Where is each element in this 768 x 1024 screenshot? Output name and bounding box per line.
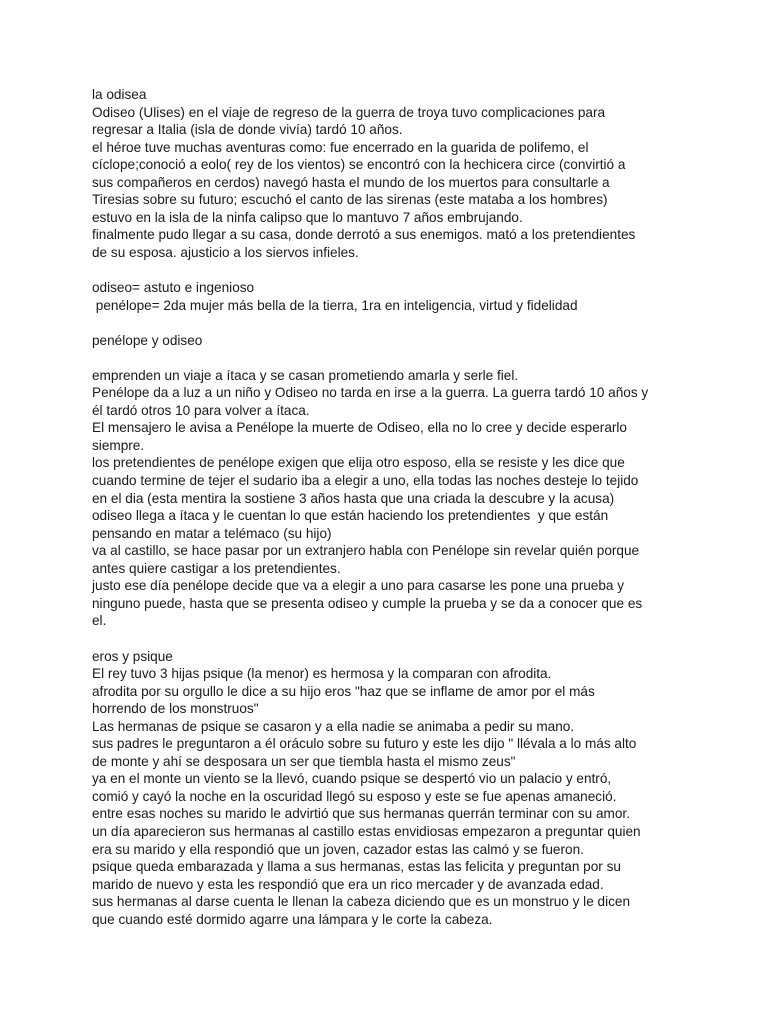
text-line: sus hermanas al darse cuenta le llenan la cabeza diciendo que es un monstruo y le dicen (92, 894, 631, 910)
text-line: finalmente pudo llegar a su casa, donde derrotó a sus enemigos. mató a los pretendientes (92, 227, 636, 243)
text-line: el. (92, 613, 107, 629)
blank-line (92, 630, 692, 648)
text-line: en el dia (esta mentira la sostiene 3 años hasta que una criada la descubre y la acusa) (92, 490, 615, 506)
text-line: El mensajero le avisa a Penélope la muerte de Odiseo, ella no lo cree y decide esperarlo (92, 420, 627, 436)
text-line: él tardó otros 10 para volver a ítaca. (92, 402, 310, 418)
text-line: ninguno puede, hasta que se presenta odiseo y cumple la prueba y se da a conocer que es (92, 595, 643, 611)
text-line: un día aparecieron sus hermanas al castillo estas envidiosas empezaron a preguntar quien (92, 823, 641, 839)
text-line: el héroe tuve muchas aventuras como: fue encerrado en la guarida de polifemo, el (92, 139, 589, 155)
text-line: regresar a Italia (isla de donde vivía) tardó 10 años. (92, 122, 403, 138)
text-line: Penélope da a luz a un niño y Odiseo no tarda en irse a la guerra. La guerra tardó 10 años y (92, 385, 649, 401)
text-line: sus padres le preguntaron a él oráculo sobre su futuro y este les dijo " llévala a lo más alto (92, 736, 637, 752)
text-line: era su marido y ella respondió que un joven, cazador estas las calmó y se fueron. (92, 841, 584, 857)
text-line: de monte y ahí se desposara un ser que tiembla hasta el mismo zeus" (92, 753, 516, 769)
blank-line (92, 349, 692, 367)
text-line: siempre. (92, 437, 145, 453)
text-line: estuvo en la isla de la ninfa calipso que lo mantuvo 7 años embrujando. (92, 209, 523, 225)
text-line: justo ese día penélope decide que va a elegir a uno para casarse les pone una prueba y (92, 578, 625, 594)
text-line: odiseo llega a ítaca y le cuentan lo que están haciendo los pretendientes y que están (92, 508, 609, 524)
text-line: afrodita por su orgullo le dice a su hijo eros "haz que se inflame de amor por el más (92, 683, 595, 699)
section-heading: penélope y odiseo (92, 332, 203, 348)
text-line: emprenden un viaje a ítaca y se casan prometiendo amarla y serle fiel. (92, 367, 519, 383)
text-line: penélope= 2da mujer más bella de la tierra, 1ra en inteligencia, virtud y fidelidad (92, 297, 578, 313)
text-line: comió y cayó la noche en la oscuridad llegó su esposo y este se fue apenas amaneció. (92, 788, 617, 804)
text-line: la odisea (92, 87, 147, 102)
text-line: horrendo de los monstruos" (92, 701, 259, 717)
text-line: ya en el monte un viento se la llevó, cuando psique se despertó vio un palacio y entró, (92, 771, 612, 787)
text-line: odiseo= astuto e ingenioso (92, 280, 255, 296)
blank-line (92, 261, 692, 279)
blank-line (92, 314, 692, 332)
section-heading: eros y psique (92, 648, 173, 664)
text-line: Odiseo (Ulises) en el viaje de regreso de la guerra de troya tuvo complicaciones para (92, 104, 606, 120)
text-line: que cuando esté dormido agarre una lámpara y le corte la cabeza. (92, 911, 493, 927)
text-line: Las hermanas de psique se casaron y a ella nadie se animaba a pedir su mano. (92, 718, 575, 734)
text-line: de su esposa. ajusticio a los siervos infieles. (92, 244, 359, 260)
document-page (92, 86, 692, 928)
text-line: los pretendientes de penélope exigen que elija otro esposo, ella se resiste y les dice que (92, 455, 625, 471)
text-line: sus compañeros en cerdos) navegó hasta el mundo de los muertos para consultarle a (92, 174, 610, 190)
text-line: pensando en matar a telémaco (su hijo) (92, 525, 332, 541)
text-line: antes quiere castigar a los pretendientes. (92, 560, 341, 576)
text-line: cíclope;conoció a eolo( rey de los vientos) se encontró con la hechicera circe (convirtió a (92, 157, 626, 173)
text-line: va al castillo, se hace pasar por un extranjero habla con Penélope sin revelar quién porque (92, 543, 640, 559)
text-line: psique queda embarazada y llama a sus hermanas, estas las felicita y preguntan por su (92, 859, 621, 875)
text-line: marido de nuevo y esta les respondió que era un rico mercader y de avanzada edad. (92, 876, 604, 892)
text-line: entre esas noches su marido le advirtió que sus hermanas querrán terminar con su amor. (92, 806, 630, 822)
text-line: cuando termine de tejer el sudario iba a elegir a uno, ella todas las noches desteje lo tejido (92, 473, 639, 489)
text-line: Tiresias sobre su futuro; escuchó el canto de las sirenas (este mataba a los hombres) (92, 192, 608, 208)
text-line: El rey tuvo 3 hijas psique (la menor) es hermosa y la comparan con afrodita. (92, 666, 552, 682)
